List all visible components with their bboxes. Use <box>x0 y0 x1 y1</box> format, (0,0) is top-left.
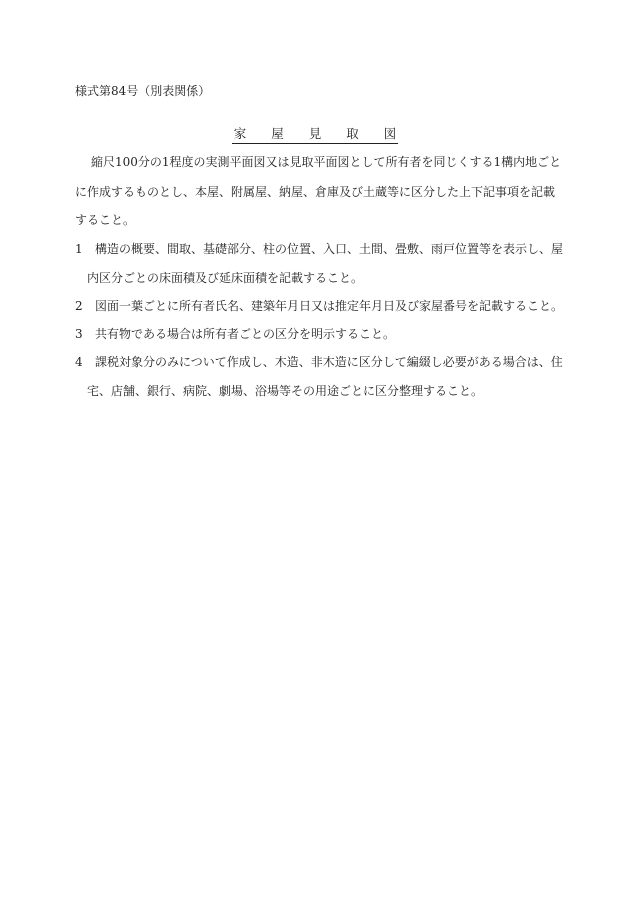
document-title: 家 屋 見 取 図 <box>232 126 399 144</box>
item-4-line-2: 宅、店舗、銀行、病院、劇場、浴場等その用途ごとに区分整理すること。 <box>87 384 484 398</box>
item-1-number: 1 <box>75 242 83 256</box>
intro-line-3: すること。 <box>75 213 136 227</box>
item-4-line-1: 課税対象分のみについて作成し、木造、非木造に区分して編綴し必要がある場合は、住 <box>95 355 563 369</box>
intro-line-1: 縮尺100分の1程度の実測平面図又は見取平面図として所有者を同じくする1構内地ごと <box>91 155 562 169</box>
intro-line-2: に作成するものとし、本屋、附属屋、納屋、倉庫及び土蔵等に区分した上下記事項を記載 <box>75 185 556 199</box>
item-2-line-1: 図面一葉ごとに所有者氏名、建築年月日又は推定年月日及び家屋番号を記載すること。 <box>95 299 564 313</box>
item-1-line-1: 構造の概要、間取、基礎部分、柱の位置、入口、土間、畳敷、雨戸位置等を表示し、屋 <box>95 242 564 256</box>
document-title-wrapper <box>0 126 630 144</box>
item-1-line-2: 内区分ごとの床面積及び延床面積を記載すること。 <box>87 271 364 285</box>
form-number: 様式第84号（別表関係） <box>75 84 211 98</box>
item-2-number: 2 <box>75 299 83 313</box>
item-4-number: 4 <box>75 355 83 369</box>
item-3-number: 3 <box>75 327 83 341</box>
item-3-line-1: 共有物である場合は所有者ごとの区分を明示すること。 <box>95 327 396 341</box>
